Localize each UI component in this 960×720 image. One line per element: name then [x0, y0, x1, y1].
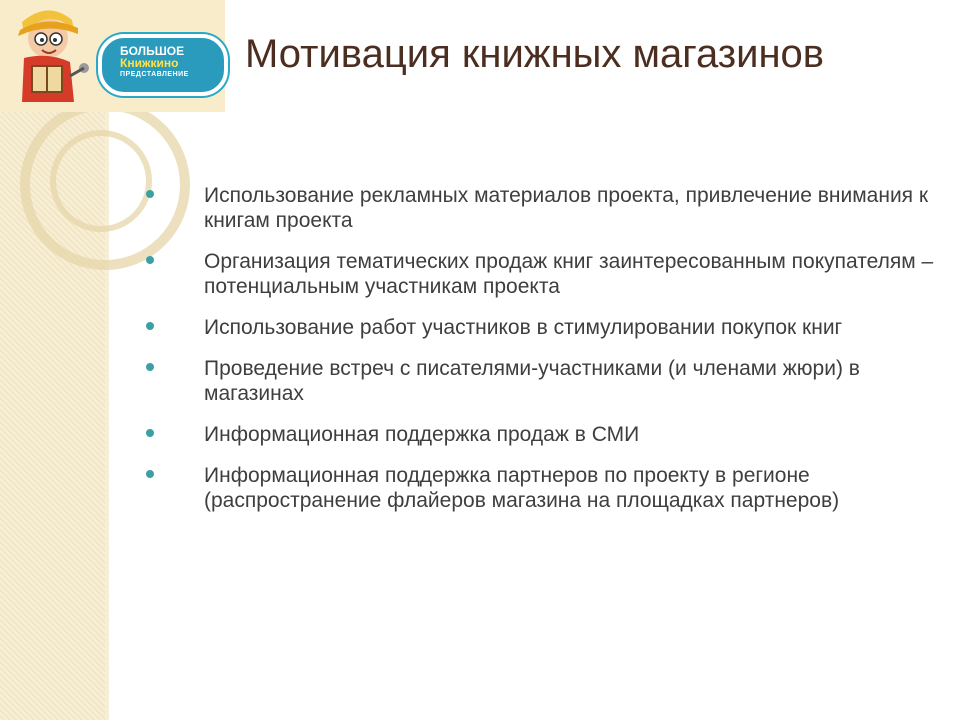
bullet-list	[146, 183, 936, 529]
logo-line-1: БОЛЬШОЕ	[120, 44, 185, 58]
bullet-text: Информационная поддержка партнеров по проекту в регионе (распространение флайеров магазина на площадках партнеров)	[204, 464, 840, 512]
bullet-text: Использование рекламных материалов проекта, привлечение внимания к книгам проекта	[204, 184, 929, 232]
bullet-item	[146, 422, 936, 447]
bullet-icon	[146, 470, 154, 478]
bullet-icon	[146, 363, 154, 371]
bullet-item	[146, 183, 936, 233]
mascot-icon	[4, 6, 100, 106]
bullet-text: Проведение встреч с писателями-участниками (и членами жюри) в магазинах	[204, 357, 860, 405]
bullet-item	[146, 463, 936, 513]
logo-line-3: ПРЕДСТАВЛЕНИЕ	[120, 71, 189, 78]
bullet-icon	[146, 322, 154, 330]
logo-text	[120, 45, 189, 81]
project-logo	[0, 0, 225, 112]
bullet-text: Информационная поддержка продаж в СМИ	[204, 423, 640, 446]
bullet-text: Использование работ участников в стимулировании покупок книг	[204, 316, 843, 339]
bullet-icon	[146, 190, 154, 198]
logo-line-2: Книжкино	[120, 56, 179, 70]
bullet-item	[146, 356, 936, 406]
bullet-item	[146, 315, 936, 340]
logo-badge	[98, 34, 228, 96]
bullet-item	[146, 249, 936, 299]
bullet-text: Организация тематических продаж книг заинтересованным покупателям – потенциальным участникам проекта	[204, 250, 934, 298]
slide-title: Мотивация книжных магазинов	[245, 32, 825, 76]
decorative-circle-small	[50, 130, 152, 232]
bullet-icon	[146, 429, 154, 437]
bullet-icon	[146, 256, 154, 264]
